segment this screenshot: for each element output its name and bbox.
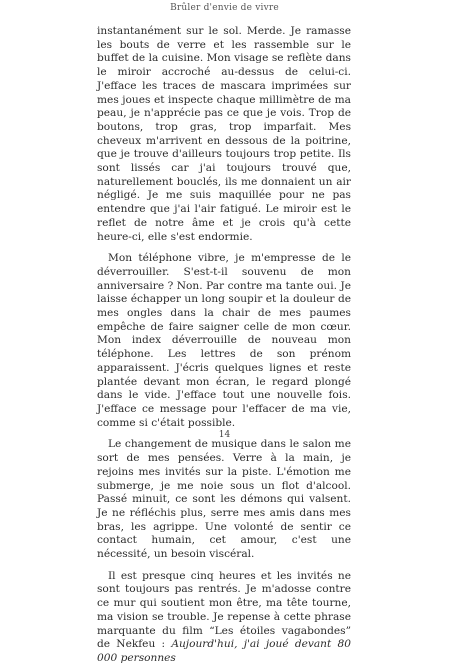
paragraph-text: Il est presque cinq heures et les invités ne sont toujours pas rentrés. Je m'adosse contre ce mur qui soutient mon être, ma tête tourne, ma vision se trouble. Je repense à cette phrase marquante du film “Les étoiles vagabondes” de Nekfeu : [97,569,351,651]
film-quote: Aujourd'hui, j'ai joué devant 80 000 personnes [97,638,351,664]
running-header: Brûler d'envie de vivre [170,3,279,13]
paragraph: Mon téléphone vibre, je m'empresse de le déverrouiller. S'est-t-il souvenu de mon anniversaire ? Non. Par contre ma tante oui. Je laisse échapper un long soupir et la douleur de mes ongles dans la chair de mes paumes empêche de faire saigner celle de mon cœur. Mon index déverrouille de nouveau mon téléphone. Les lettres de son prénom apparaissent. J'écris quelques lignes et reste plantée devant mon écran, le regard plongé dans le vide. J'efface tout une nouvelle fois. J'efface ce message pour l'effacer de ma vie, comme si c'était possible. [97,252,351,429]
paragraph: Le changement de musique dans le salon me sort de mes pensées. Verre à la main, je rejoins mes invités sur la piste. L'émotion me submerge, je me noie sous un flot d'alcool. Passé minuit, ce sont les démons qui valsent. Je ne réfléchis plus, serre mes amis dans mes bras, les agrippe. Une volonté de sentir ce contact humain, cet amour, c'est une nécessité, un besoin viscéral. [97,438,351,561]
body-text [97,25,351,666]
paragraph: instantanément sur le sol. Merde. Je ramasse les bouts de verre et les rassemble sur le buffet de la cuisine. Mon visage se reflète dans le miroir accroché au-dessus de celui-ci. J'efface les traces de mascara imprimées sur mes joues et inspecte chaque millimètre de ma peau, je n'apprécie pas ce que je vois. Trop de boutons, trop gras, trop imparfait. Mes cheveux m'arrivent en dessous de la poitrine, que je trouve d'ailleurs toujours trop petite. Ils sont lissés car j'ai toujours trouvé que, naturellement bouclés, ils me donnaient un air négligé. Je me suis maquillée pour ne pas entendre que j'ai l'air fatigué. Le miroir est le reflet de notre âme et je crois qu'à cette heure-ci, elle s'est endormie. [97,25,351,243]
paragraph-continued [97,570,351,666]
page-number: 14 [218,430,231,440]
